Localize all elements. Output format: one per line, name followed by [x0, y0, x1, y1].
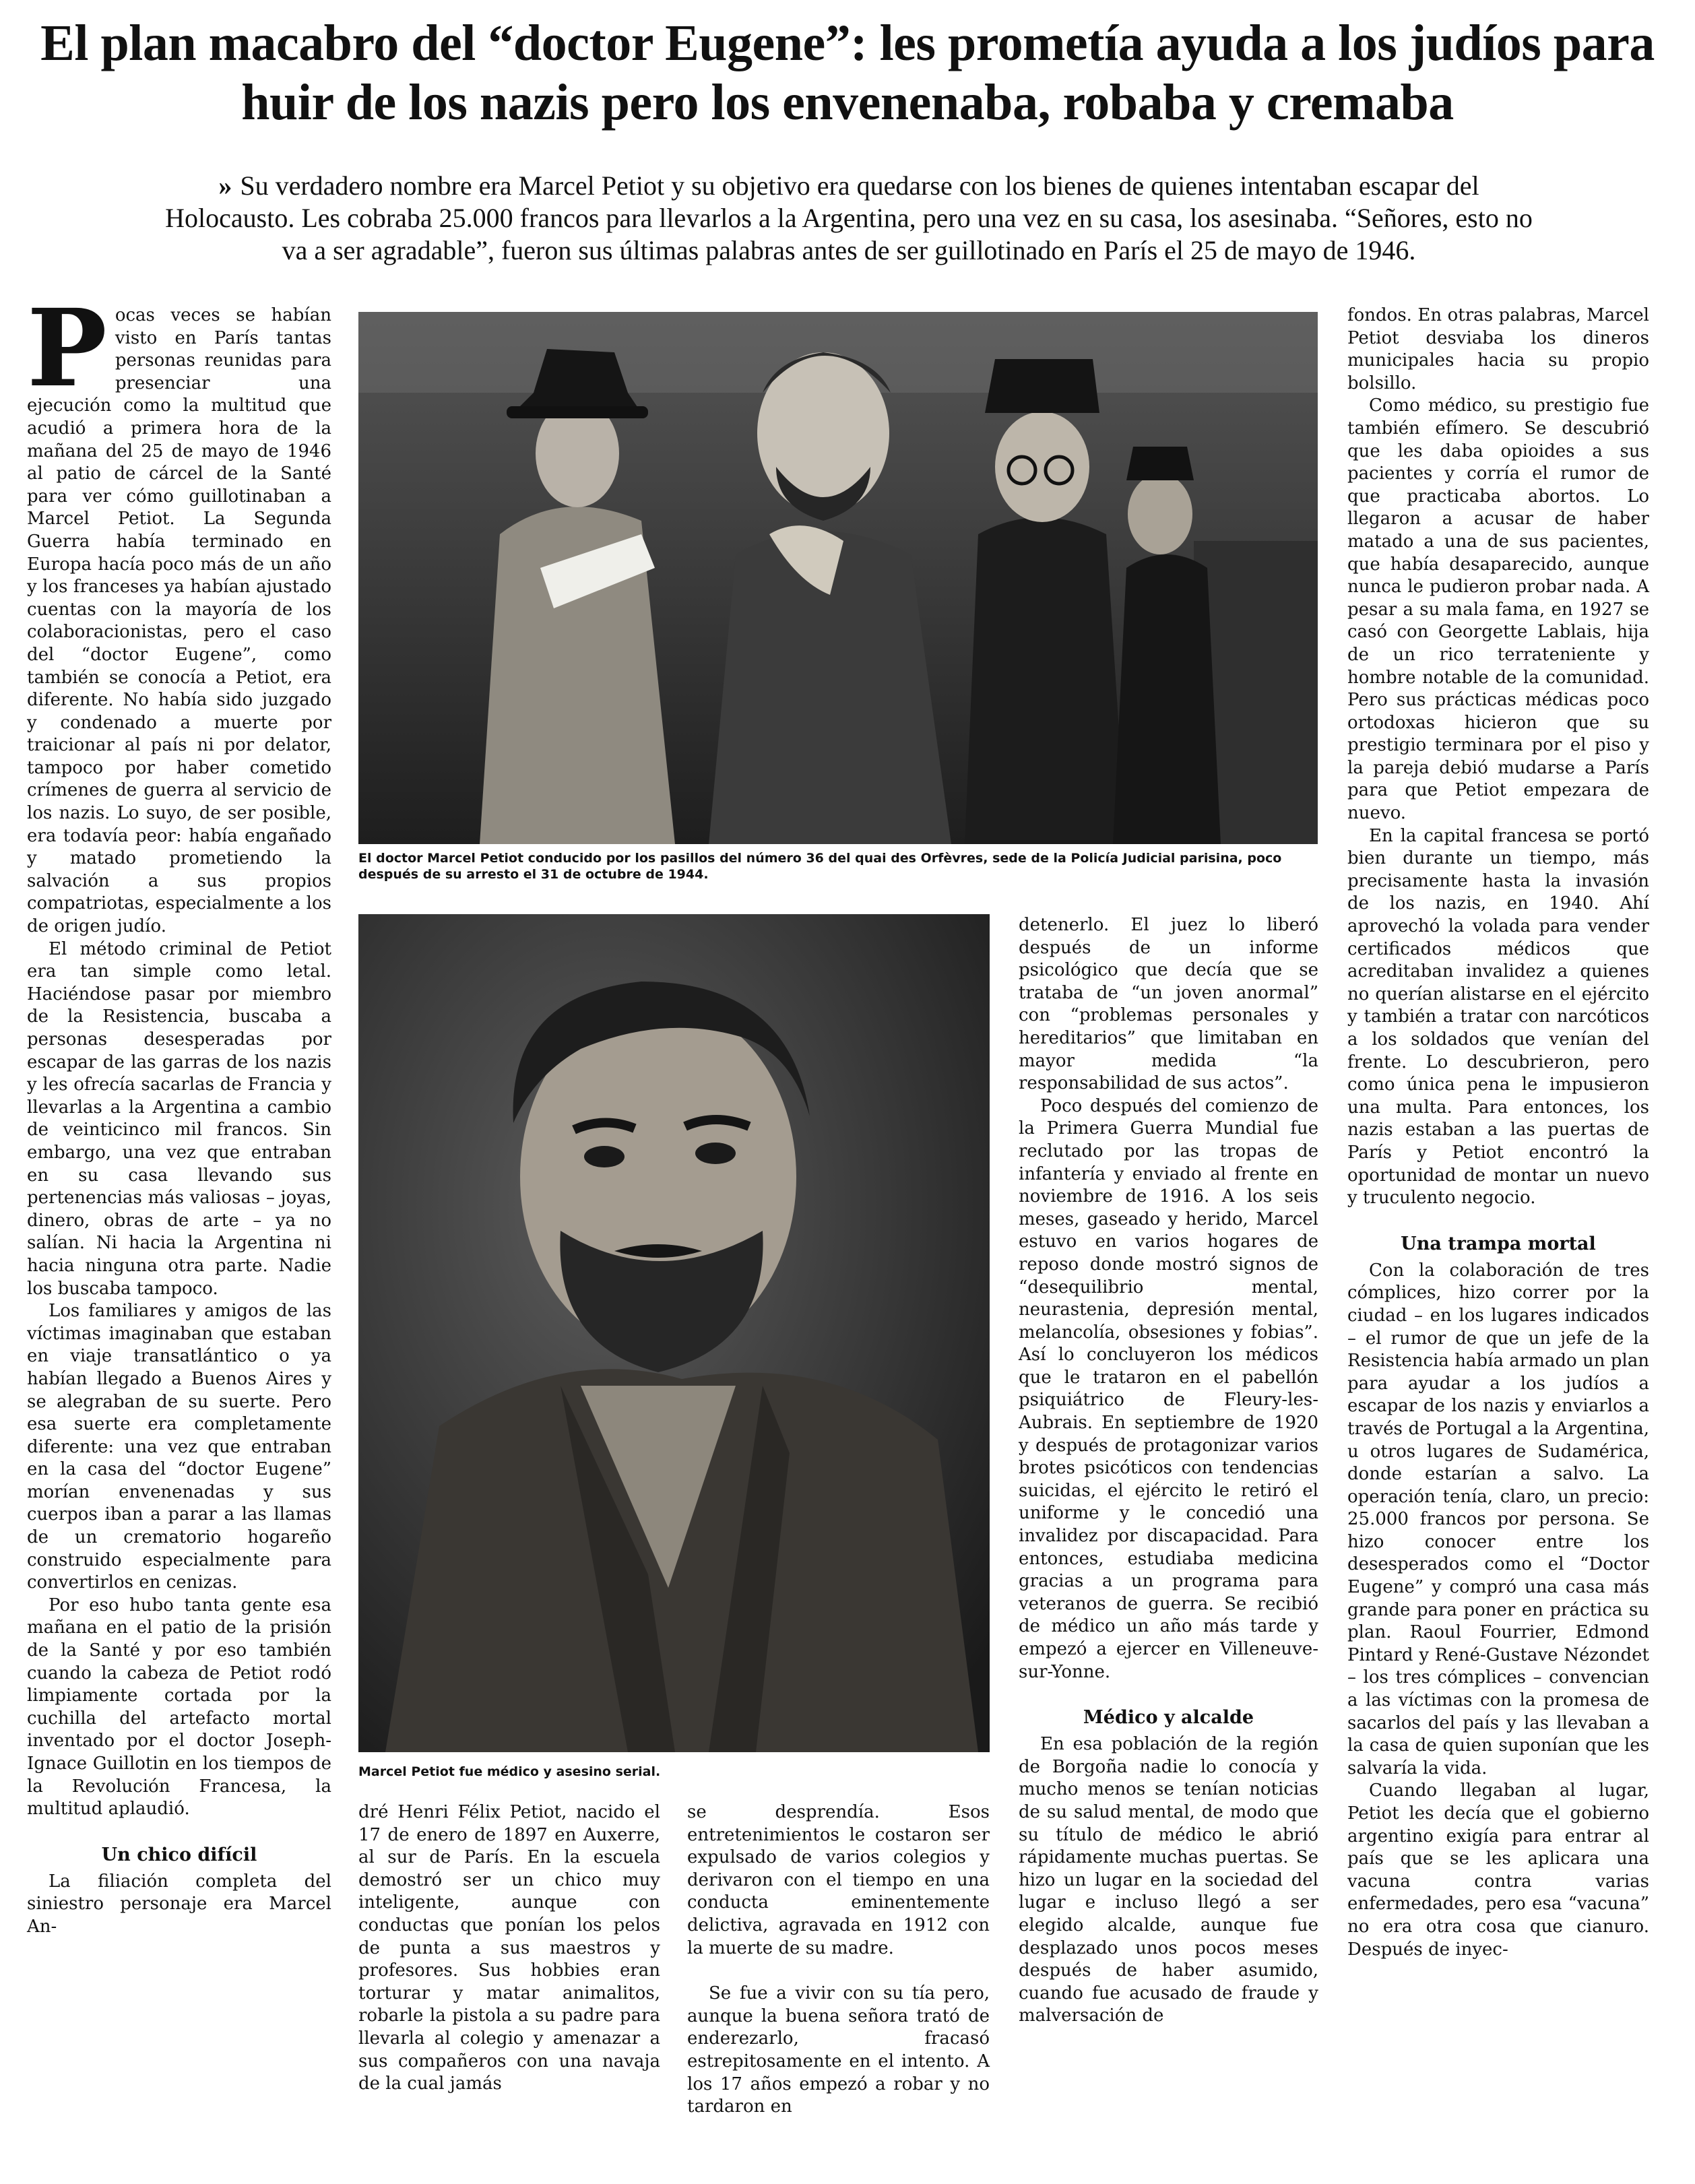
subhead-una-trampa-mortal: Una trampa mortal [1401, 1233, 1596, 1254]
subhead-medico-y-alcalde: Médico y alcalde [1083, 1707, 1254, 1729]
lede-text: Su verdadero nombre era Marcel Petiot y su objetivo era quedarse con los bienes de quienes intentaban escapar del Holocausto. Les cobraba 25.000 francos para llevarlos a la Argentina, pero una vez en su casa, los asesinaba. “Señores, esto no va a ser agradable”, fueron sus últimas palabras antes de ser guillotinado en París el 25 de mayo de 1946. [165, 170, 1533, 265]
column-5 [1347, 304, 1649, 2171]
headline: El plan macabro del “doctor Eugene”: les prometía ayuda a los judíos para huir de los nazis pero los envenenaba, robaba y cremaba [40, 15, 1655, 131]
paragraph: ocas veces se habían visto en París tantas personas reunidas para presenciar una ejecución como la multitud que acudió a primera hora de la mañana del 25 de mayo de 1946 al patio de cárcel de la Santé para ver cómo guillotinaban a Marcel Petiot. La Segunda Guerra había terminado en Europa hacía poco más de un año y los franceses ya habían ajustado cuentas con la mayoría de los colaboracionistas, pero el caso del “doctor Eugene”, como también se conocía a Petiot, era diferente. No había sido juzgado y condenado a muerte por traicionar al país ni por delator, tampoco por haber cometido crímenes de guerra al servicio de los nazis. Lo suyo, de ser posible, era todavía peor: había engañado y matado prometiendo la salvación a sus propios compatriotas, especialmente a los de origen judío. [27, 305, 331, 937]
subhead-un-chico-dificil: Un chico difícil [101, 1844, 257, 1865]
paragraph: Por eso hubo tanta gente esa mañana en el patio de la prisión de la Santé y por eso también cuando la cabeza de Petiot rodó limpiamente cortada por la cuchilla del artefacto mortal inventado por el doctor Joseph-Ignace Guillotin en los tiempos de la Revolución Francesa, la multitud aplaudió. [27, 1595, 331, 1820]
paragraph: El método criminal de Petiot era tan simple como letal. Haciéndose pasar por miembro de la Resistencia, buscaba a personas desesperadas por escapar de las garras de los nazis y les ofrecía sacarlas de Francia y llevarlas a la Argentina a cambio de veinticinco mil francos. Sin embargo, una vez que entraban en su casa llevando sus pertenencias más valiosas – joyas, dinero, obras de arte – ya no salían. Ni hacia la Argentina ni hacia ninguna otra parte. Nadie los buscaba tampoco. [27, 938, 331, 1299]
paragraph: dré Henri Félix Petiot, nacido el 17 de enero de 1897 en Auxerre, al sur de París. En la escuela demostró ser un chico muy inteligente, aunque con conductas que ponían los pelos de punta a sus maestros y profesores. Sus hobbies eran torturar y matar animalitos, robarle la pistola a su padre para llevarla al colegio y amenazar a sus compañeros con una navaja de la cual jamás [358, 1802, 660, 2094]
paragraph: detenerlo. El juez lo liberó después de un informe psicológico que decía que se trataba de “un joven anormal” con “problemas personales y hereditarios” que limitaban en mayor medida “la responsabilidad de sus actos”. [1019, 915, 1318, 1094]
lede [155, 170, 1543, 267]
paragraph: Poco después del comienzo de la Primera Guerra Mundial fue reclutado por las tropas de infantería y enviado al frente en noviembre de 1916. A los seis meses, gaseado y herido, Marcel estuvo en varios hogares de reposo donde mostró signos de “desequilibrio mental, neurastenia, depresión mental, melancolía, obsesiones y fobias”. Así lo concluyeron los médicos que le trataron en el pabellón psiquiátrico de Fleury-les-Aubrais. En septiembre de 1920 y después de protagonizar varios brotes psicóticos con tendencias suicidas, el ejército le retiró el uniforme y le concedió una invalidez por discapacidad. Para entonces, estudiaba medicina gracias a un programa para veteranos de guerra. Se recibió de médico un año más tarde y empezó a ejercer en Villeneuve-sur-Yonne. [1019, 1095, 1318, 1682]
paragraph: Cuando llegaban al lugar, Petiot les decía que el gobierno argentino exigía para entrar al país que se les aplicara una vacuna contra varias enfermedades, pero esa “vacuna” no era otra cosa que cianuro. Después de inyec- [1347, 1780, 1649, 1960]
column-4 [1019, 914, 1318, 2160]
portrait-photo-caption: Marcel Petiot fue médico y asesino serial. [358, 1764, 661, 1779]
column-1 [27, 286, 331, 2177]
column-3 [687, 1801, 990, 2152]
paragraph: La filiación completa del siniestro personaje era Marcel An- [27, 1871, 331, 1937]
paragraph: se desprendía. Esos entretenimientos le costaron ser expulsado de varios colegios y derivaron con el tiempo en una conducta eminentemente delictiva, agravada en 1912 con la muerte de su madre. [687, 1802, 990, 1958]
arrest-photo-caption: El doctor Marcel Petiot conducido por los pasillos del número 36 del quai des Orfèvres, sede de la Policía Judicial parisina, poco después de su arresto el 31 de octubre de 1944. [358, 851, 1282, 882]
paragraph: Con la colaboración de tres cómplices, hizo correr por la ciudad – en los lugares indicados – el rumor de que un jefe de la Resistencia había armado un plan para ayudar a los judíos a escapar de los nazis y enviarlos a través de Portugal a la Argentina, u otros lugares de Sudamérica, donde estarían a salvo. La operación tenía, claro, un precio: 25.000 francos por persona. Se hizo conocer entre los desesperados como el “Doctor Eugene” y compró una casa más grande para poner en práctica su plan. Raoul Fourrier, Edmond Pintard y René-Gustave Nézondet – los tres cómplices – convencian a las víctimas con la promesa de sacarlos del país y las llevaban a la casa de quien suponían que les salvaría la vida. [1347, 1260, 1649, 1778]
lede-marker-icon: » [218, 170, 232, 201]
paragraph: Se fue a vivir con su tía pero, aunque la buena señora trató de enderezarlo, fracasó estrepitosamente en el intento. A los 17 años empezó a robar y no tardaron en [687, 1983, 990, 2117]
paragraph: En esa población de la región de Borgoña nadie lo conocía y mucho menos se tenían noticias de su salud mental, de modo que su título de médico le abrió rápidamente muchas puertas. Se hizo un lugar en la sociedad del lugar e incluso llegó a ser elegido alcalde, aunque fue desplazado unos pocos meses después de haber asumido, cuando fue acusado de fraude y malversación de [1019, 1734, 1318, 2026]
arrest-photo [358, 312, 1318, 844]
arrest-photo-image [358, 312, 1318, 844]
paragraph: Como médico, su prestigio fue también efímero. Se descubrió que les daba opioides a sus pacientes y corría el rumor de que practicaba abortos. Lo llegaron a acusar de haber matado a una de sus pacientes, que había desaparecido, aunque nunca le pudieron probar nada. A pesar a su mala fama, en 1927 se casó con Georgette Lablais, hija de un rico terrateniente y hombre notable de la comunidad. Pero sus prácticas médicas poco ortodoxas hicieron que su prestigio terminara por el piso y la pareja debió mudarse a París para que Petiot empezara de nuevo. [1347, 395, 1649, 824]
portrait-photo-image [358, 914, 990, 1752]
paragraph: Los familiares y amigos de las víctimas imaginaban que estaban en viaje transatlántico o ya habían llegado a Buenos Aires y se alegraban de su suerte. Pero esa suerte era completamente diferente: una vez que entraban en la casa del “doctor Eugene” morían envenenadas y sus cuerpos iban a parar a las llamas de un crematorio hogareño construido especialmente para convertirlos en cenizas. [27, 1301, 331, 1593]
paragraph: En la capital francesa se portó bien durante un tiempo, más precisamente hasta la invasión de los nazis, en 1940. Ahí aprovechó la volada para vender certificados médicos que acreditaban invalidez a quienes no querían alistarse en el ejército y también a tratar con narcóticos a los soldados que venían del frente. Lo descubrieron, pero como única pena le impusieron una multa. Para entonces, los nazis estaban a las puertas de París y Petiot encontró la oportunidad de montar un nuevo y truculento negocio. [1347, 825, 1649, 1209]
paragraph: fondos. En otras palabras, Marcel Petiot desviaba los dineros municipales hacia su propio bolsillo. [1347, 305, 1649, 393]
column-2 [358, 1801, 660, 2152]
dropcap: P [27, 286, 107, 411]
portrait-photo [358, 914, 990, 1752]
